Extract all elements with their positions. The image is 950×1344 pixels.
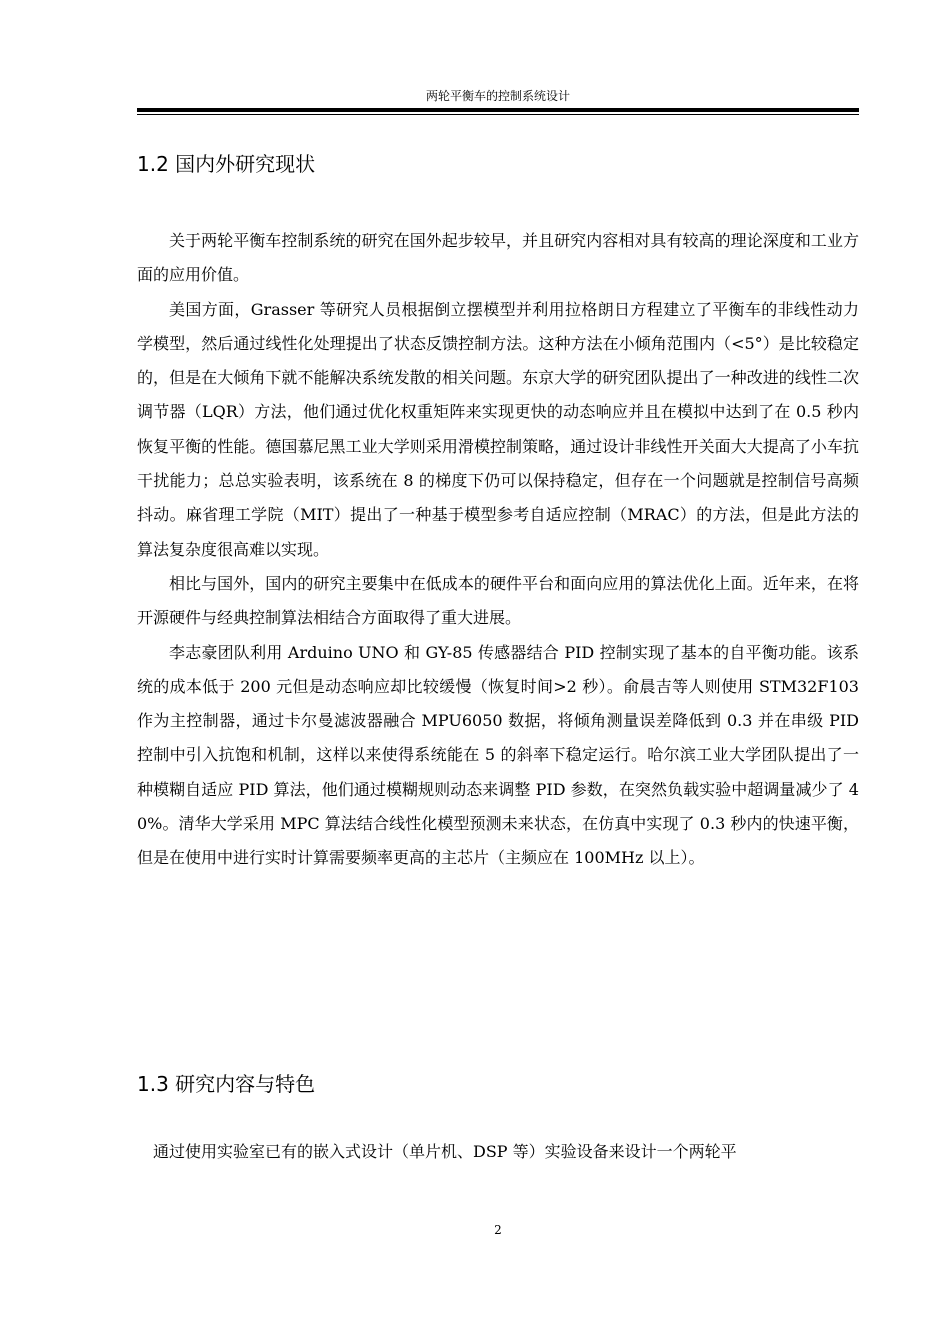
paragraph: 关于两轮平衡车控制系统的研究在国外起步较早，并且研究内容相对具有较高的理论深度和工业方面的应用价值。	[137, 231, 859, 285]
running-header: 两轮平衡车的控制系统设计	[425, 89, 570, 103]
section-heading-1-3: 1.3 研究内容与特色	[137, 1072, 316, 1096]
section-heading-1-2: 1.2 国内外研究现状	[137, 152, 316, 176]
paragraph: 通过使用实验室已有的嵌入式设计（单片机、DSP 等）实验设备来设计一个两轮平	[153, 1142, 737, 1161]
page-number: 2	[494, 1223, 502, 1237]
section-1-3-body	[137, 1135, 859, 1169]
paragraph: 李志豪团队利用 Arduino UNO 和 GY-85 传感器结合 PID 控制实现了基本的自平衡功能。该系统的成本低于 200 元但是动态响应却比较缓慢（恢复时间>2 秒）。俞晨吉等人则使用 STM32F103 作为主控制器，通过卡尔曼滤波器融合 MPU6050 数据，将倾角测量误差降低到 0.3 并在串级 PID 控制中引入抗饱和机制，这样以来使得系统能在 5 的斜率下稳定运行。哈尔滨工业大学团队提出了一种模糊自适应 PID 算法，他们通过模糊规则动态来调整 PID 参数，在突然负载实验中超调量减少了 40%。清华大学采用 MPC 算法结合线性化模型预测未来状态，在仿真中实现了 0.3 秒内的快速平衡，但是在使用中进行实时计算需要频率更高的主芯片（主频应在 100MHz 以上）。	[137, 642, 859, 868]
paragraph: 美国方面，Grasser 等研究人员根据倒立摆模型并利用拉格朗日方程建立了平衡车的非线性动力学模型，然后通过线性化处理提出了状态反馈控制方法。这种方法在小倾角范围内（<5°）是比较稳定的，但是在大倾角下就不能解决系统发散的相关问题。东京大学的研究团队提出了一种改进的线性二次调节器（LQR）方法，他们通过优化权重矩阵来实现更快的动态响应并且在模拟中达到了在 0.5 秒内恢复平衡的性能。德国慕尼黑工业大学则采用滑模控制策略，通过设计非线性开关面大大提高了小车抗干扰能力；总总实验表明，该系统在 8 的梯度下仍可以保持稳定，但存在一个问题就是控制信号高频抖动。麻省理工学院（MIT）提出了一种基于模型参考自适应控制（MRAC）的方法，但是此方法的算法复杂度很高难以实现。	[137, 299, 859, 559]
paragraph: 相比与国外，国内的研究主要集中在低成本的硬件平台和面向应用的算法优化上面。近年来，在将开源硬件与经典控制算法相结合方面取得了重大进展。	[137, 573, 859, 628]
section-1-2-body	[137, 224, 859, 876]
header-rule-thin	[137, 114, 859, 115]
header-rule-thick	[137, 108, 859, 112]
